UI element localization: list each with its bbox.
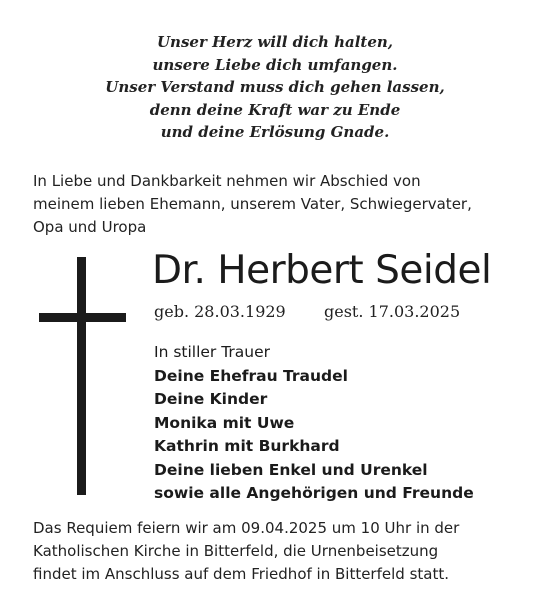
intro-line: In Liebe und Dankbarkeit nehmen wir Abschied von [33,172,421,190]
poem-line: und deine Erlösung Gnade. [160,123,390,141]
intro-line: meinem lieben Ehemann, unserem Vater, Schwiegervater, [33,195,472,213]
poem [0,31,550,144]
mourner-line: Deine Ehefrau Traudel [154,366,348,385]
cross-horizontal-bar [39,313,126,322]
poem-line: denn deine Kraft war zu Ende [149,100,401,119]
mourners-lead: In stiller Trauer [154,343,271,361]
mourner-line: Deine Kinder [154,390,268,408]
mourners-list [154,341,474,506]
poem-line: Unser Herz will dich halten, [156,33,394,51]
mourner-line: Kathrin mit Burkhard [154,437,340,455]
requiem-line: Das Requiem feiern wir am 09.04.2025 um 10 Uhr in der [33,519,460,537]
poem-line: Unser Verstand muss dich gehen lassen, [105,78,445,96]
requiem-line: Katholischen Kirche in Bitterfeld, die Urnenbeisetzung [33,542,439,560]
requiem-line: findet im Anschluss auf dem Friedhof in Bitterfeld statt. [33,565,449,583]
mourner-line: sowie alle Angehörigen und Freunde [154,484,474,502]
intro-text [33,170,528,239]
poem-line: unsere Liebe dich umfangen. [152,55,398,74]
requiem-text [33,517,528,586]
mourner-line: Monika mit Uwe [154,413,295,432]
birth-date: geb. 28.03.1929 [154,302,286,321]
life-dates [154,301,534,323]
cross-vertical-bar [77,257,86,495]
deceased-name: Dr. Herbert Seidel [152,248,492,293]
intro-line: Opa und Uropa [33,218,147,236]
mourner-line: Deine lieben Enkel und Urenkel [154,460,428,479]
death-date: gest. 17.03.2025 [324,302,461,321]
